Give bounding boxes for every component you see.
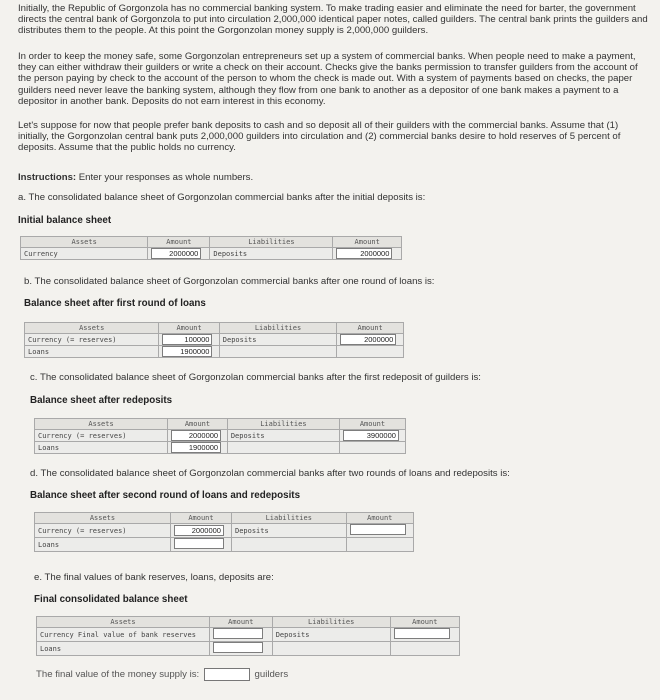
header-amount: Amount — [159, 323, 219, 334]
amount-input[interactable]: 1900000 — [162, 346, 212, 357]
amount-input[interactable] — [213, 642, 263, 653]
question-c: c. The consolidated balance sheet of Gorgonzolan commercial banks after the first redeposit of guilders is: — [30, 372, 481, 383]
money-supply-input[interactable] — [204, 668, 250, 681]
asset-label: Currency (= reserves) — [25, 334, 159, 346]
intro-paragraph-2: In order to keep the money safe, some Gorgonzolan entrepreneurs set up a system of commercial banks. When people need to make a payment, they can either withdraw their guilders or write a check on their account. Checks give the banks permission to transfer guilders from the account of the person paying by check to the account of the person to whom the check is made out. With a system of payments based on checks, the paper guilders need never leave the banking system, although they flow from one bank to another as a depositor of one bank makes a payment to a depositor in another bank. Deposits do not earn interest in this economy. — [18, 51, 638, 107]
money-supply-label: The final value of the money supply is: — [36, 669, 200, 681]
asset-label: Loans — [35, 442, 168, 454]
instructions — [18, 172, 253, 183]
instructions-label: Instructions: — [18, 172, 77, 183]
asset-label: Loans — [25, 346, 159, 358]
amount-input[interactable]: 1900000 — [171, 442, 221, 453]
balance-sheet-a — [20, 236, 402, 260]
asset-label: Currency (= reserves) — [35, 524, 171, 538]
header-liabilities: Liabilities — [210, 237, 333, 248]
asset-label: Currency — [21, 248, 148, 260]
deposits-input[interactable]: 3900000 — [343, 430, 399, 441]
header-liabilities: Liabilities — [272, 617, 390, 628]
header-amount: Amount — [168, 419, 228, 430]
title-e: Final consolidated balance sheet — [34, 594, 188, 605]
liability-label: Deposits — [272, 628, 390, 642]
liability-label: Deposits — [227, 430, 339, 442]
header-assets: Assets — [21, 237, 148, 248]
header-liabilities: Liabilities — [219, 323, 337, 334]
title-c: Balance sheet after redeposits — [30, 395, 173, 406]
money-supply-row — [36, 668, 288, 681]
intro-paragraph-1: Initially, the Republic of Gorgonzola has no commercial banking system. To make trading easier and eliminate the need for barter, the government directs the central bank of Gorgonzola to put into circulation 2,000,000 identical paper notes, called guilders. The central bank prints the guilders and distributes them to the people. At this point the Gorgonzolan money supply is 2,000,000 guilders. — [18, 3, 648, 37]
amount-input[interactable]: 2000000 — [151, 248, 201, 259]
header-amount: Amount — [333, 237, 402, 248]
question-d: d. The consolidated balance sheet of Gorgonzolan commercial banks after two rounds of loans and redeposits is: — [30, 468, 510, 479]
title-b: Balance sheet after first round of loans — [24, 298, 206, 309]
balance-sheet-c — [34, 418, 406, 454]
asset-label: Currency Final value of bank reserves — [37, 628, 210, 642]
header-liabilities: Liabilities — [227, 419, 339, 430]
title-a: Initial balance sheet — [18, 215, 112, 226]
amount-input[interactable]: 2000000 — [171, 430, 221, 441]
header-assets: Assets — [35, 419, 168, 430]
question-a: a. The consolidated balance sheet of Gorgonzolan commercial banks after the initial deposits is: — [18, 192, 426, 203]
question-e: e. The final values of bank reserves, loans, deposits are: — [34, 572, 274, 583]
header-amount: Amount — [209, 617, 272, 628]
asset-label: Loans — [37, 642, 210, 656]
header-amount: Amount — [337, 323, 404, 334]
liability-label: Deposits — [231, 524, 346, 538]
deposits-input[interactable] — [350, 524, 406, 535]
header-amount: Amount — [390, 617, 459, 628]
title-d: Balance sheet after second round of loans and redeposits — [30, 490, 301, 501]
header-assets: Assets — [35, 513, 171, 524]
asset-label: Loans — [35, 538, 171, 552]
amount-input[interactable] — [174, 538, 224, 549]
asset-label: Currency (= reserves) — [35, 430, 168, 442]
intro-paragraph-3: Let's suppose for now that people prefer bank deposits to cash and so deposit all of their guilders with the commercial banks. Assume that (1) initially, the Gorgonzolan central bank puts 2,000,000 guilders into circulation and (2) commercial banks desire to hold reserves of 5 percent of deposits. Assume that the public holds no currency. — [18, 120, 621, 154]
header-assets: Assets — [37, 617, 210, 628]
liability-label: Deposits — [219, 334, 337, 346]
header-liabilities: Liabilities — [231, 513, 346, 524]
header-amount: Amount — [339, 419, 405, 430]
money-supply-unit: guilders — [254, 669, 289, 681]
balance-sheet-e — [36, 616, 460, 656]
header-amount: Amount — [346, 513, 413, 524]
deposits-input[interactable] — [394, 628, 450, 639]
amount-input[interactable]: 100000 — [162, 334, 212, 345]
header-amount: Amount — [170, 513, 231, 524]
instructions-text: Enter your responses as whole numbers. — [76, 172, 254, 183]
header-amount: Amount — [148, 237, 210, 248]
balance-sheet-b — [24, 322, 404, 358]
header-assets: Assets — [25, 323, 159, 334]
balance-sheet-d — [34, 512, 414, 552]
deposits-input[interactable]: 2000000 — [340, 334, 396, 345]
deposits-input[interactable]: 2000000 — [336, 248, 392, 259]
amount-input[interactable] — [213, 628, 263, 639]
liability-label: Deposits — [210, 248, 333, 260]
question-b: b. The consolidated balance sheet of Gorgonzolan commercial banks after one round of loans is: — [24, 276, 435, 287]
amount-input[interactable]: 2000000 — [174, 525, 224, 536]
